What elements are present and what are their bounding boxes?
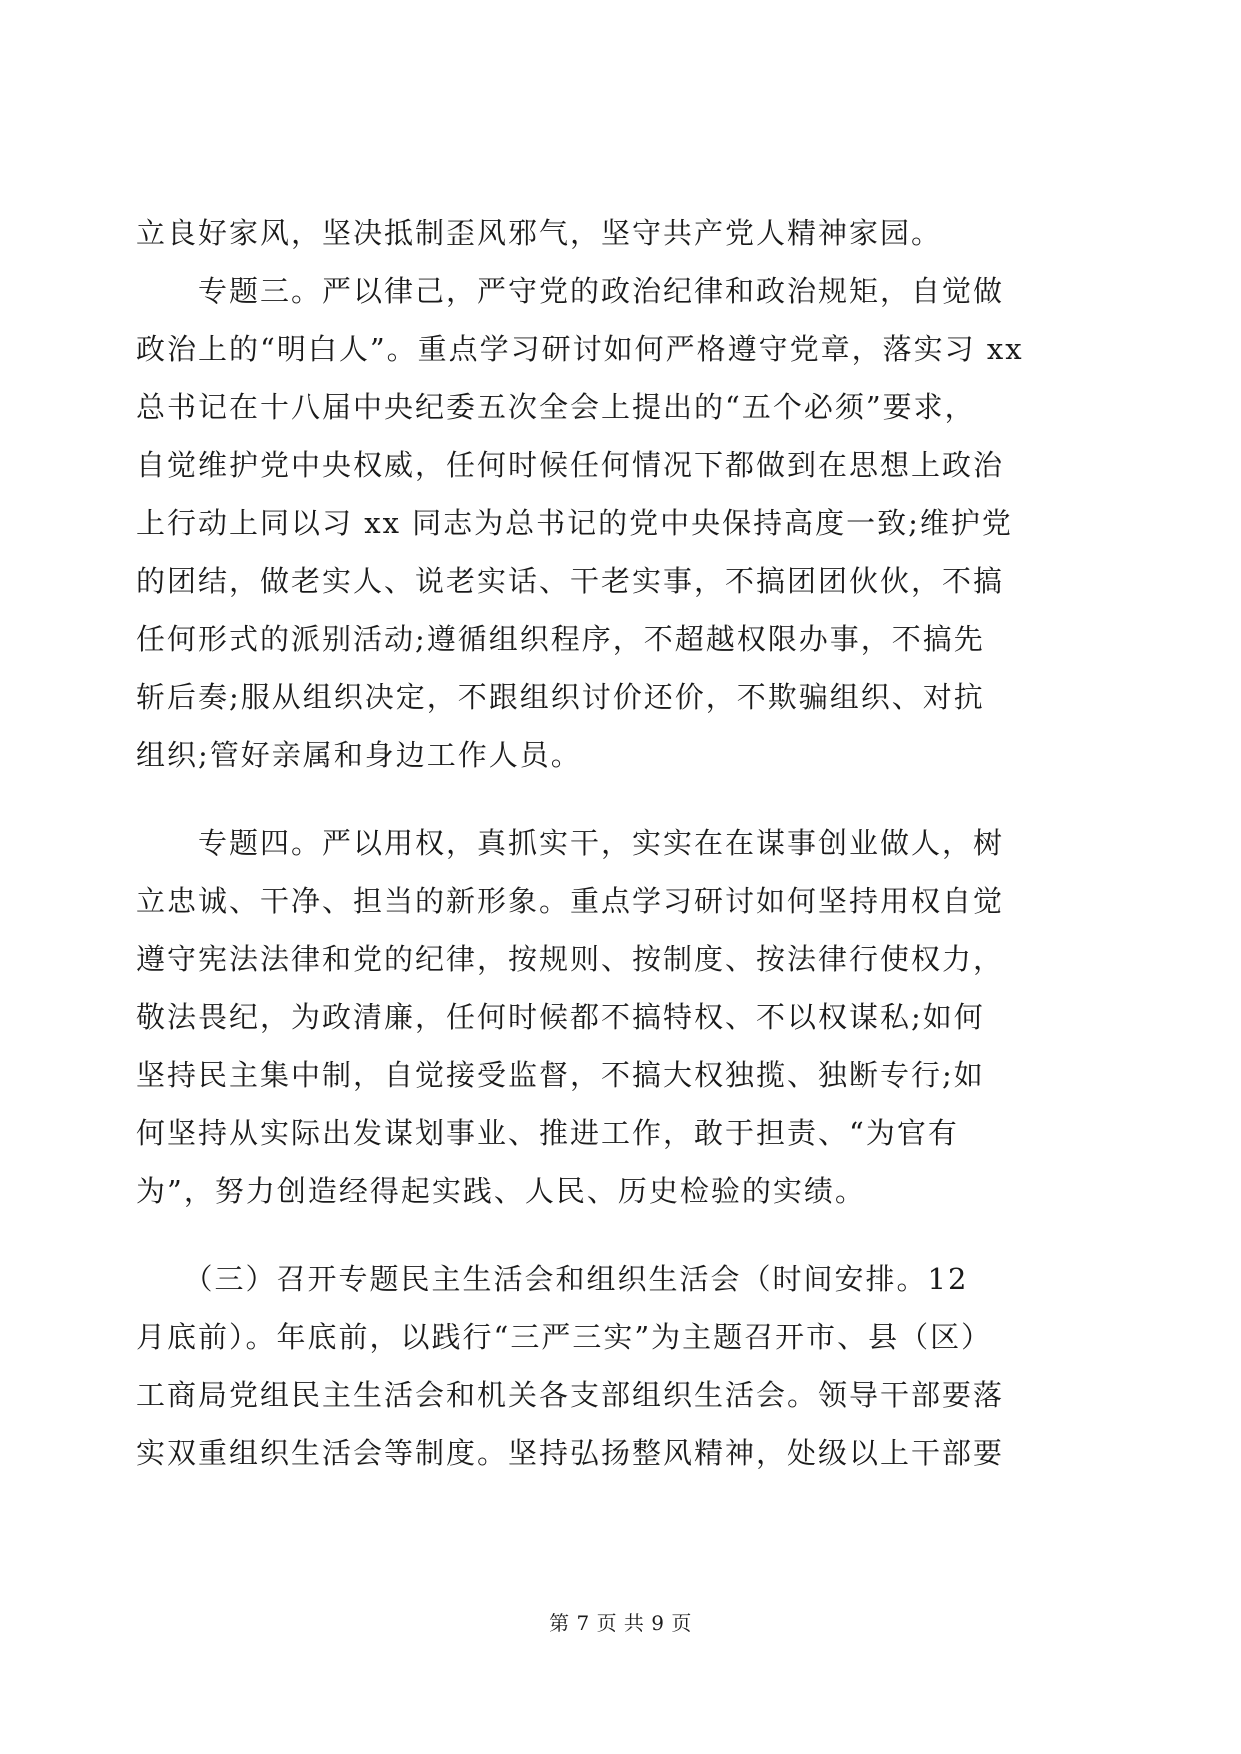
text-line: 实双重组织生活会等制度。坚持弘扬整风精神，处级以上干部要 (136, 1436, 1005, 1470)
text-line: 专题三。严以律己，严守党的政治纪律和政治规矩，自觉做 (136, 274, 1005, 308)
text-line: 上行动上同以习 xx 同志为总书记的党中央保持高度一致;维护党 (136, 506, 1013, 540)
text-line: 月底前）。年底前，以践行“三严三实”为主题召开市、县（区） (136, 1320, 993, 1354)
text-line: 总书记在十八届中央纪委五次全会上提出的“五个必须”要求， (136, 390, 976, 424)
text-line: 自觉维护党中央权威，任何时候任何情况下都做到在思想上政治 (136, 448, 1005, 482)
text-line: 任何形式的派别活动;遵循组织程序，不超越权限办事，不搞先 (136, 622, 985, 656)
text-line: 的团结，做老实人、说老实话、干老实事，不搞团团伙伙，不搞 (136, 564, 1005, 598)
text-line: 遵守宪法法律和党的纪律，按规则、按制度、按法律行使权力， (136, 942, 1005, 976)
text-line: 立忠诚、干净、担当的新形象。重点学习研讨如何坚持用权自觉 (136, 884, 1005, 918)
text-line: 坚持民主集中制，自觉接受监督，不搞大权独揽、独断专行;如 (136, 1058, 985, 1092)
text-line: 何坚持从实际出发谋划事业、推进工作，敢于担责、“为官有 (136, 1116, 959, 1150)
text-line: 立良好家风，坚决抵制歪风邪气，坚守共产党人精神家园。 (136, 216, 943, 250)
text-line: 组织;管好亲属和身边工作人员。 (136, 738, 582, 772)
text-line: 政治上的“明白人”。重点学习研讨如何严格遵守党章，落实习 xx (136, 332, 1024, 366)
text-line: 斩后奏;服从组织决定，不跟组织讨价还价，不欺骗组织、对抗 (136, 680, 985, 714)
text-line: 为”，努力创造经得起实践、人民、历史检验的实绩。 (136, 1174, 866, 1208)
text-line: 敬法畏纪，为政清廉，任何时候都不搞特权、不以权谋私;如何 (136, 1000, 985, 1034)
text-line: （三）召开专题民主生活会和组织生活会（时间安排。12 (136, 1262, 969, 1296)
text-line: 工商局党组民主生活会和机关各支部组织生活会。领导干部要落 (136, 1378, 1005, 1412)
text-line: 专题四。严以用权，真抓实干，实实在在谋事创业做人，树 (136, 826, 1005, 860)
page-number: 第 7 页 共 9 页 (549, 1611, 692, 1635)
